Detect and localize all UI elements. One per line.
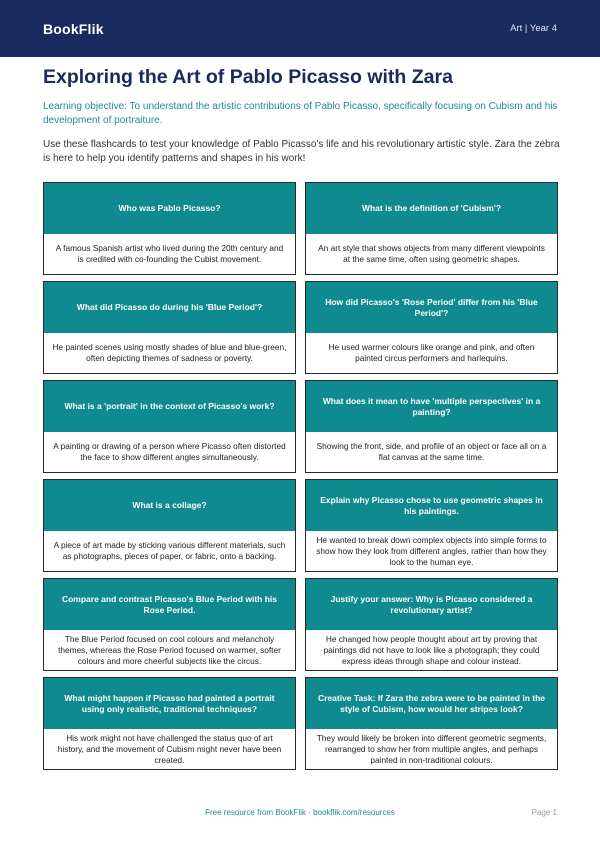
flashcard — [43, 479, 296, 572]
flashcard — [43, 182, 296, 275]
flashcard — [43, 380, 296, 473]
flashcard-question: Who was Pablo Picasso? — [44, 183, 295, 234]
flashcard-grid — [43, 182, 558, 770]
page-title: Exploring the Art of Pablo Picasso with Zara — [43, 66, 453, 88]
footer-resource-link[interactable]: Free resource from BookFlik · bookflik.com/resources — [205, 808, 395, 817]
flashcard-answer: A famous Spanish artist who lived during the 20th century and is credited with co-founding the Cubist movement. — [55, 243, 284, 264]
top-bar — [0, 0, 600, 57]
flashcard-answer: He changed how people thought about art by proving that paintings did not have to look like a photograph; they could express ideas through shape and colour instead. — [323, 633, 540, 666]
flashcard-question: Creative Task: If Zara the zebra were to be painted in the style of Cubism, how would her stripes look? — [306, 678, 557, 729]
flashcard-answer: A painting or drawing of a person where Picasso often distorted the face to show different angles simultaneously. — [53, 441, 286, 462]
flashcard-answer: An art style that shows objects from many different viewpoints at the same time, often using geometric shapes. — [318, 243, 545, 264]
flashcard-question: Compare and contrast Picasso's Blue Period with his Rose Period. — [44, 579, 295, 630]
intro-text: Use these flashcards to test your knowledge of Pablo Picasso's life and his revolutionary artistic style. Zara the zebra is here to help you identify patterns and shapes in his work! — [43, 139, 560, 164]
flashcard — [43, 578, 296, 671]
flashcard — [305, 677, 558, 770]
learning-objective: Learning objective: To understand the artistic contributions of Pablo Picasso, specifically focusing on Cubism and his development of portraiture. — [43, 101, 558, 126]
flashcard-question: What is a 'portrait' in the context of Picasso's work? — [44, 381, 295, 432]
flashcard-question: What might happen if Picasso had painted a portrait using only realistic, traditional techniques? — [44, 678, 295, 729]
page-number: Page 1 — [531, 808, 557, 817]
flashcard — [305, 578, 558, 671]
flashcard-question: What did Picasso do during his 'Blue Period'? — [44, 282, 295, 333]
flashcard-question: What does it mean to have 'multiple perspectives' in a painting? — [306, 381, 557, 432]
flashcard-question: Justify your answer: Why is Picasso considered a revolutionary artist? — [306, 579, 557, 630]
flashcard-answer: He painted scenes using mostly shades of blue and blue-green, often depicting themes of sadness or poverty. — [52, 342, 287, 363]
flashcard-question: What is the definition of 'Cubism'? — [306, 183, 557, 234]
flashcard-question: How did Picasso's 'Rose Period' differ from his 'Blue Period'? — [306, 282, 557, 333]
flashcard — [305, 479, 558, 572]
flashcard-answer: The Blue Period focused on cool colours and melancholy themes, whereas the Rose Period focused on warmer, softer colours and more cheerful subjects like the circus. — [58, 633, 281, 666]
flashcard-question: What is a collage? — [44, 480, 295, 531]
flashcard — [305, 281, 558, 374]
flashcard-answer: They would likely be broken into different geometric segments, rearranged to show her from multiple angles, and perhaps painted in non-traditional colours. — [316, 732, 547, 765]
breadcrumb: Art | Year 4 — [510, 23, 557, 34]
flashcard-answer: Showing the front, side, and profile of an object or face all on a flat canvas at the same time. — [316, 441, 547, 462]
flashcard — [43, 677, 296, 770]
flashcard — [305, 182, 558, 275]
brand-logo[interactable]: BookFlik — [43, 20, 104, 37]
flashcard — [43, 281, 296, 374]
flashcard-answer: He used warmer colours like orange and pink, and often painted circus performers and harlequins. — [328, 342, 535, 363]
flashcard — [305, 380, 558, 473]
page-footer — [0, 808, 600, 820]
flashcard-answer: He wanted to break down complex objects into simple forms to show how they look from different angles, rather than how they look to the human eye. — [316, 534, 547, 567]
flashcard-answer: A piece of art made by sticking various different materials, such as photographs, pieces of paper, or fabric, onto a backing. — [53, 540, 286, 561]
flashcard-question: Explain why Picasso chose to use geometric shapes in his paintings. — [306, 480, 557, 531]
flashcard-answer: His work might not have challenged the status quo of art history, and the movement of Cubism might never have been created. — [57, 732, 282, 765]
